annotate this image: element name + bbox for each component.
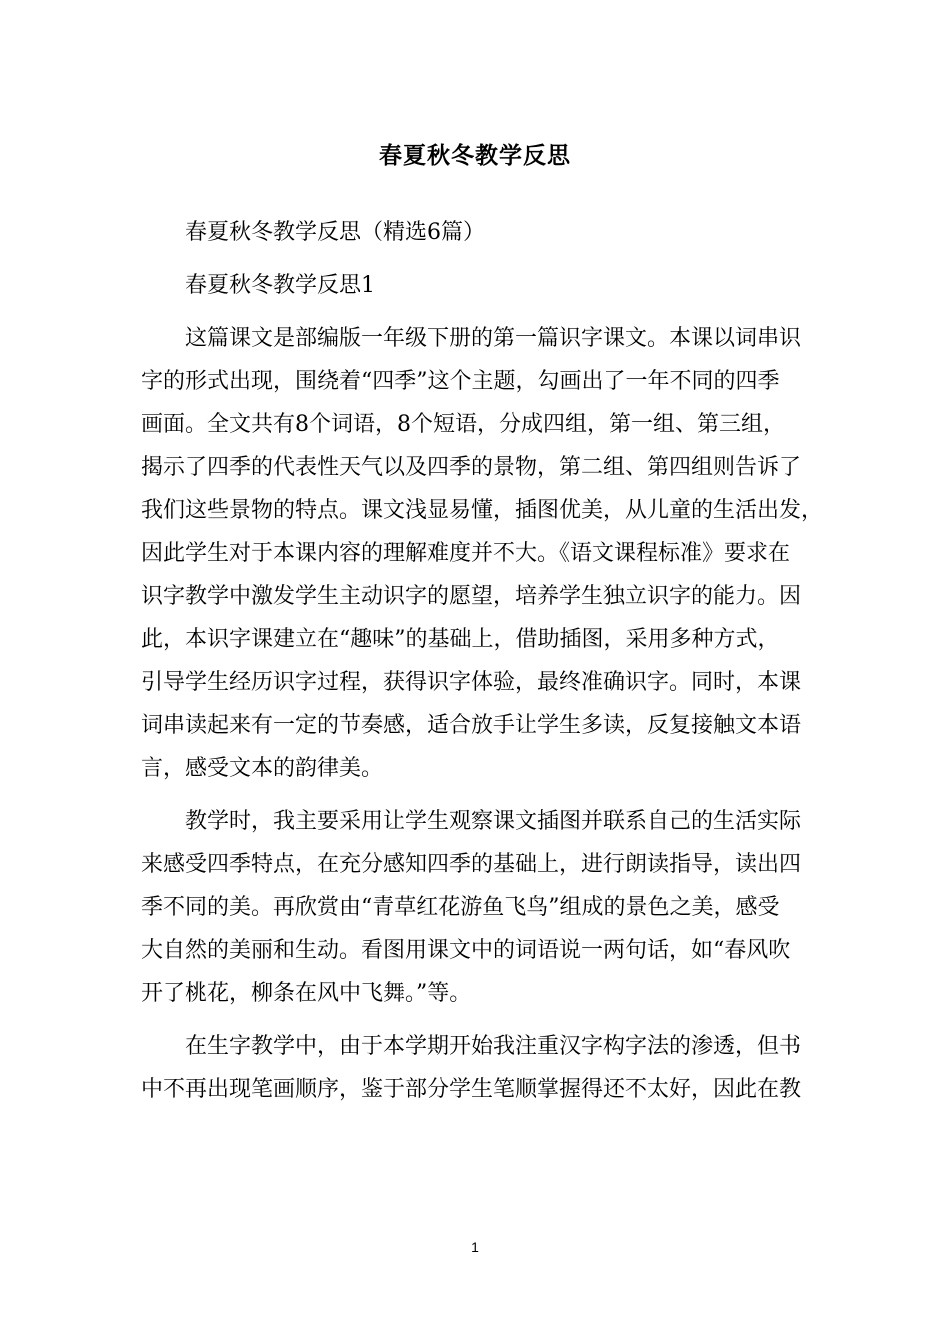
document-body [141, 211, 824, 1111]
subtitle-paragraph [141, 211, 821, 254]
paragraph-line: 此，本识字课建立在“趣味”的基础上，借助插图，采用多种方式， [141, 627, 780, 652]
paragraph-line: 识字教学中激发学生主动识字的愿望，培养学生独立识字的能力。因 [141, 584, 802, 609]
paragraph-line: 引导学生经历识字过程，获得识字体验，最终准确识字。同时，本课 [141, 670, 802, 695]
paragraph-line: 这篇课文是部编版一年级下册的第一篇识字课文。本课以词串识 [185, 326, 802, 351]
paragraph-gap [141, 307, 821, 317]
paragraph-3 [141, 1025, 821, 1111]
paragraph-line: 大自然的美丽和生动。看图用课文中的词语说一两句话，如“春风吹 [141, 938, 791, 963]
subtitle-line: 春夏秋冬教学反思（精选6篇） [185, 220, 485, 245]
document-title: 春夏秋冬教学反思 [379, 143, 571, 169]
paragraph-line: 因此学生对于本课内容的理解难度并不大。《语文课程标准》要求在 [141, 541, 791, 566]
paragraph-line: 我们这些景物的特点。课文浅显易懂，插图优美，从儿童的生活出发， [141, 498, 824, 523]
paragraph-gap [141, 790, 821, 800]
paragraph-gap [141, 254, 821, 264]
paragraph-line: 画面。全文共有8个词语，8个短语，分成四组，第一组、第三组， [141, 412, 785, 437]
paragraph-line: 教学时，我主要采用让学生观察课文插图并联系自己的生活实际 [185, 809, 802, 834]
page-number: 1 [471, 1239, 479, 1255]
paragraph-line: 来感受四季特点，在充分感知四季的基础上，进行朗读指导，读出四 [141, 852, 802, 877]
paragraph-line: 字的形式出现，围绕着“四季”这个主题，勾画出了一年不同的四季 [141, 369, 780, 394]
paragraph-line: 词串读起来有一定的节奏感，适合放手让学生多读，反复接触文本语 [141, 713, 802, 738]
section-heading-paragraph [141, 264, 821, 307]
paragraph-2 [141, 800, 821, 1015]
paragraph-line: 揭示了四季的代表性天气以及四季的景物，第二组、第四组则告诉了 [141, 455, 802, 480]
paragraph-gap [141, 1015, 821, 1025]
paragraph-1 [141, 317, 824, 790]
section-heading: 春夏秋冬教学反思1 [185, 273, 375, 298]
paragraph-line: 中不再出现笔画顺序，鉴于部分学生笔顺掌握得还不太好，因此在教 [141, 1077, 802, 1102]
paragraph-line: 言，感受文本的韵律美。 [141, 756, 384, 781]
paragraph-line: 开了桃花，柳条在风中飞舞。”等。 [141, 981, 472, 1006]
paragraph-line: 季不同的美。再欣赏由“青草红花游鱼飞鸟”组成的景色之美，感受 [141, 895, 780, 920]
paragraph-line: 在生字教学中，由于本学期开始我注重汉字构字法的渗透，但书 [185, 1034, 802, 1059]
